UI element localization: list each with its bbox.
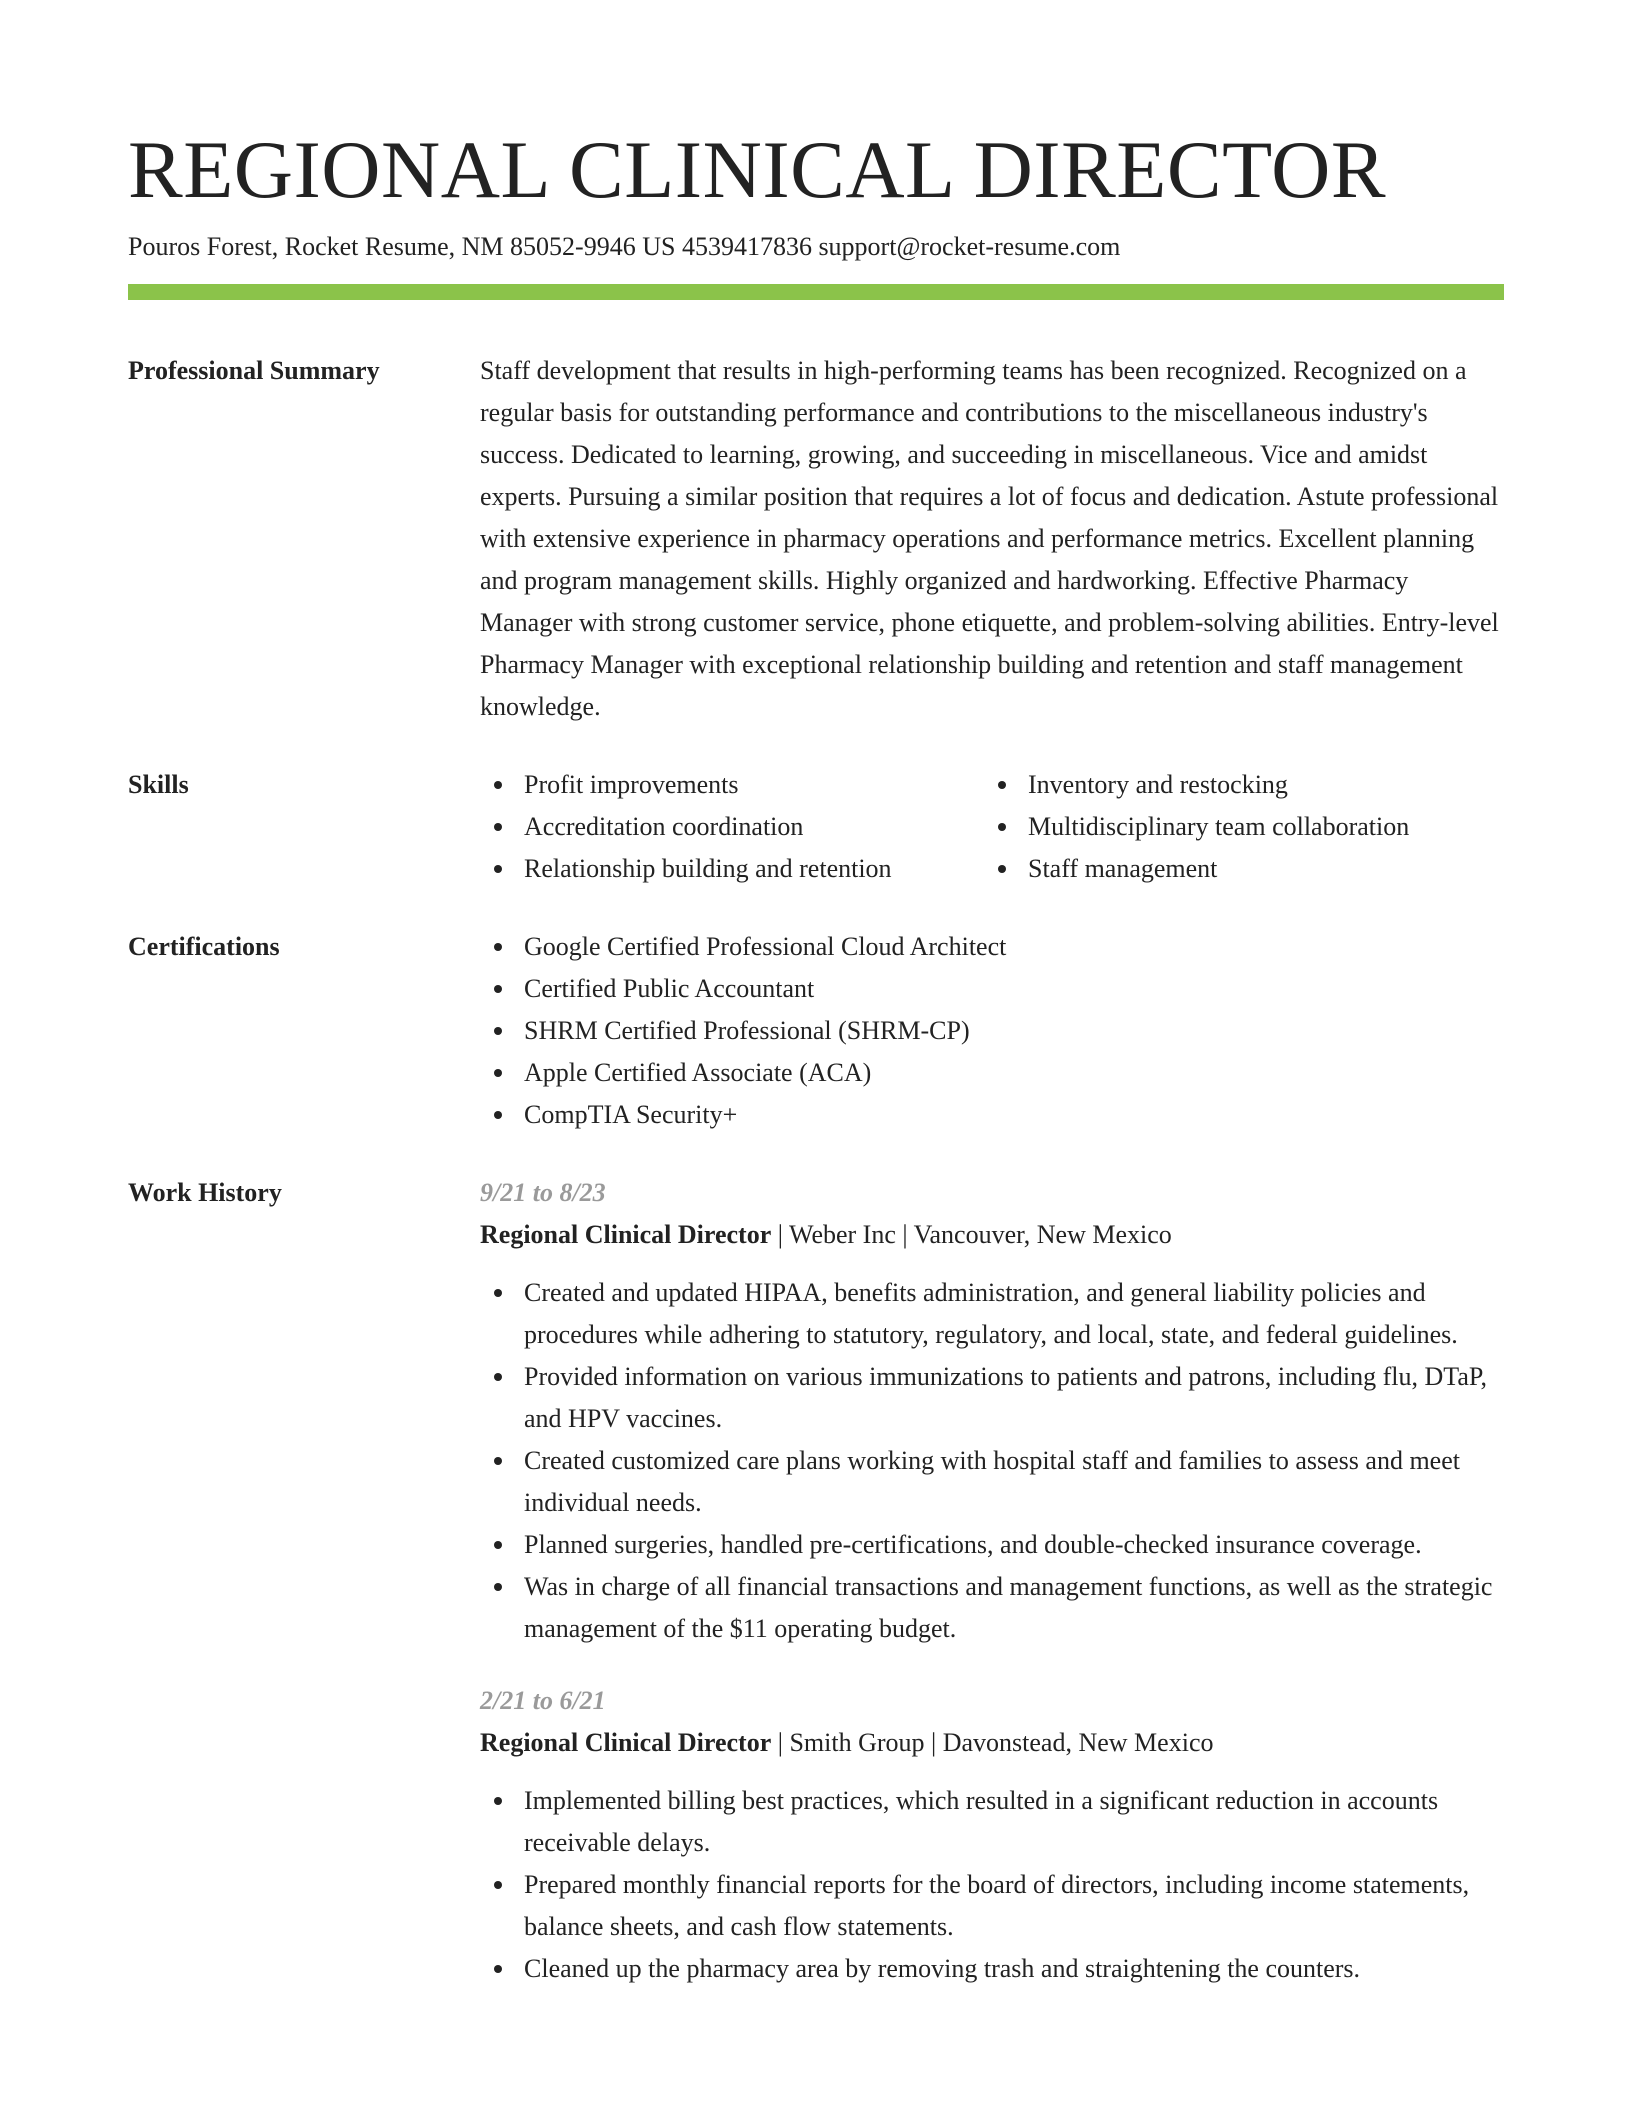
skills-heading: Skills bbox=[128, 770, 189, 799]
summary-section bbox=[128, 350, 1504, 728]
job-duties-list bbox=[480, 1780, 1504, 1990]
skill-item: Inventory and restocking bbox=[984, 764, 1504, 806]
skill-item: Staff management bbox=[984, 848, 1504, 890]
job-duty: Implemented billing best practices, which resulted in a significant reduction in accounts receivable delays. bbox=[480, 1780, 1504, 1864]
job-duty: Prepared monthly financial reports for the board of directors, including income statements, balance sheets, and cash flow statements. bbox=[480, 1864, 1504, 1948]
job-title: Regional Clinical Director bbox=[480, 1728, 772, 1757]
job-company-location: | Weber Inc | Vancouver, New Mexico bbox=[771, 1220, 1172, 1249]
job-title-line bbox=[480, 1214, 1504, 1256]
job-duty: Was in charge of all financial transactions and management functions, as well as the strategic management of the $11 operating budget. bbox=[480, 1566, 1504, 1650]
certification-item: Apple Certified Associate (ACA) bbox=[480, 1052, 1504, 1094]
job-company-location: | Smith Group | Davonstead, New Mexico bbox=[771, 1728, 1214, 1757]
job-dates: 9/21 to 8/23 bbox=[480, 1178, 606, 1207]
work-history-section bbox=[128, 1172, 1504, 2020]
certification-item: CompTIA Security+ bbox=[480, 1094, 1504, 1136]
certifications-list bbox=[480, 926, 1504, 1136]
skill-item: Profit improvements bbox=[480, 764, 984, 806]
job-entry bbox=[480, 1680, 1504, 1990]
summary-text: Staff development that results in high-performing teams has been recognized. Recognized on a regular basis for outstanding performance and contributions to the miscellaneous industry's success. Dedicated to learning, growing, and succeeding in miscellaneous. Vice and amidst experts. Pursuing a similar position that requires a lot of focus and dedication. Astute professional with extensive experience in pharmacy operations and performance metrics. Excellent planning and program management skills. Highly organized and hardworking. Effective Pharmacy Manager with strong customer service, phone etiquette, and problem-solving abilities. Entry-level Pharmacy Manager with exceptional relationship building and retention and staff management knowledge. bbox=[480, 356, 1499, 721]
job-duty: Cleaned up the pharmacy area by removing trash and straightening the counters. bbox=[480, 1948, 1504, 1990]
job-dates: 2/21 to 6/21 bbox=[480, 1686, 606, 1715]
skills-list bbox=[480, 764, 1504, 890]
job-duties-list bbox=[480, 1272, 1504, 1650]
job-duty: Planned surgeries, handled pre-certifications, and double-checked insurance coverage. bbox=[480, 1524, 1504, 1566]
skill-item: Multidisciplinary team collaboration bbox=[984, 806, 1504, 848]
job-duty: Created and updated HIPAA, benefits administration, and general liability policies and procedures while adhering to statutory, regulatory, and local, state, and federal guidelines. bbox=[480, 1272, 1504, 1356]
certification-item: Certified Public Accountant bbox=[480, 968, 1504, 1010]
skill-item: Accreditation coordination bbox=[480, 806, 984, 848]
header-divider bbox=[128, 284, 1504, 300]
resume-page bbox=[128, 122, 1504, 2020]
job-title: Regional Clinical Director bbox=[480, 1220, 772, 1249]
contact-address: Pouros Forest, Rocket Resume, NM 85052-9946 US bbox=[128, 232, 682, 261]
certifications-heading: Certifications bbox=[128, 932, 280, 961]
summary-heading: Professional Summary bbox=[128, 356, 380, 385]
skills-section bbox=[128, 764, 1504, 890]
certifications-section bbox=[128, 926, 1504, 1136]
skill-item: Relationship building and retention bbox=[480, 848, 984, 890]
candidate-name: REGIONAL CLINICAL DIRECTOR bbox=[128, 124, 1387, 215]
contact-email[interactable]: support@rocket-resume.com bbox=[818, 232, 1121, 261]
job-duty: Provided information on various immunizations to patients and patrons, including flu, DTaP, and HPV vaccines. bbox=[480, 1356, 1504, 1440]
job-duty: Created customized care plans working with hospital staff and families to assess and meet individual needs. bbox=[480, 1440, 1504, 1524]
contact-phone: 4539417836 bbox=[681, 232, 819, 261]
job-entry bbox=[480, 1172, 1504, 1650]
work-history-heading: Work History bbox=[128, 1178, 282, 1207]
certification-item: SHRM Certified Professional (SHRM-CP) bbox=[480, 1010, 1504, 1052]
certification-item: Google Certified Professional Cloud Architect bbox=[480, 926, 1504, 968]
job-title-line bbox=[480, 1722, 1504, 1764]
contact-line bbox=[128, 230, 1504, 264]
